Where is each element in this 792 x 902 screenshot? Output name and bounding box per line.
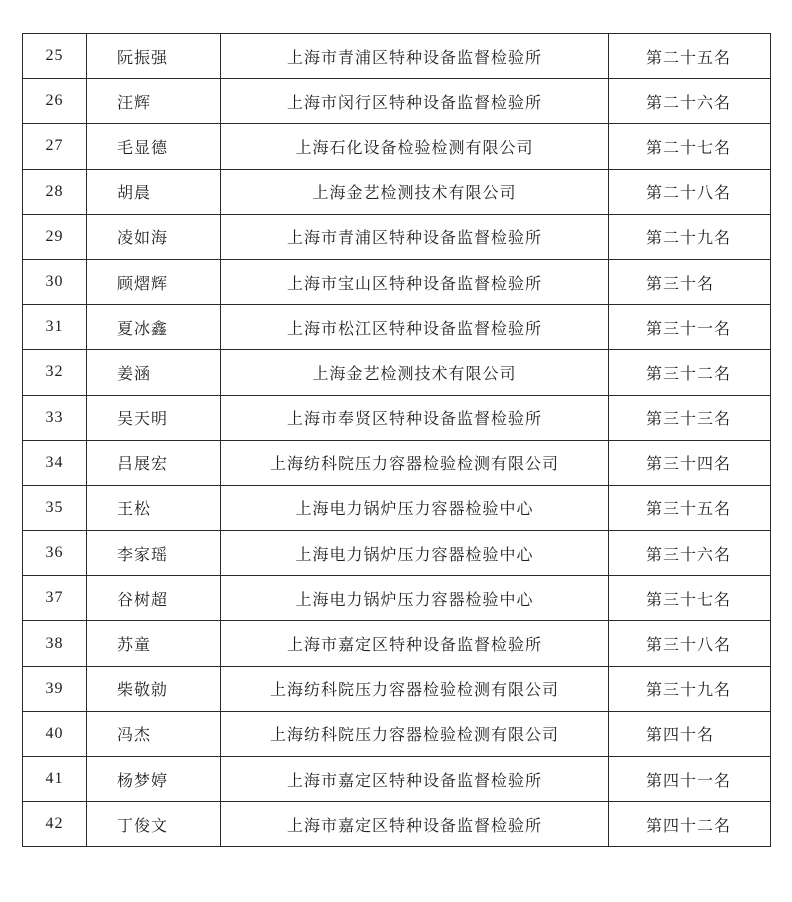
- table-row: [23, 350, 771, 395]
- row-number: 30: [23, 259, 87, 304]
- table-row: [23, 757, 771, 802]
- organization: 上海市宝山区特种设备监督检验所: [221, 259, 609, 304]
- ranking: 第二十八名: [609, 169, 771, 214]
- organization: 上海金艺检测技术有限公司: [221, 350, 609, 395]
- person-name: 丁俊文: [87, 802, 221, 847]
- row-number: 37: [23, 576, 87, 621]
- row-number: 29: [23, 214, 87, 259]
- table-row: [23, 485, 771, 530]
- person-name: 李家瑶: [87, 531, 221, 576]
- ranking: 第三十名: [609, 259, 771, 304]
- organization: 上海市嘉定区特种设备监督检验所: [221, 621, 609, 666]
- ranking: 第三十五名: [609, 485, 771, 530]
- person-name: 冯杰: [87, 711, 221, 756]
- table-row: [23, 34, 771, 79]
- row-number: 35: [23, 485, 87, 530]
- ranking: 第二十九名: [609, 214, 771, 259]
- table-row: [23, 666, 771, 711]
- row-number: 27: [23, 124, 87, 169]
- person-name: 苏童: [87, 621, 221, 666]
- organization: 上海市嘉定区特种设备监督检验所: [221, 757, 609, 802]
- person-name: 谷树超: [87, 576, 221, 621]
- organization: 上海电力锅炉压力容器检验中心: [221, 531, 609, 576]
- row-number: 28: [23, 169, 87, 214]
- ranking: 第三十二名: [609, 350, 771, 395]
- ranking: 第二十六名: [609, 79, 771, 124]
- organization: 上海市嘉定区特种设备监督检验所: [221, 802, 609, 847]
- person-name: 毛显德: [87, 124, 221, 169]
- person-name: 吕展宏: [87, 440, 221, 485]
- row-number: 32: [23, 350, 87, 395]
- table-row: [23, 621, 771, 666]
- table-row: [23, 802, 771, 847]
- row-number: 33: [23, 395, 87, 440]
- table-row: [23, 531, 771, 576]
- table-row: [23, 259, 771, 304]
- row-number: 41: [23, 757, 87, 802]
- row-number: 26: [23, 79, 87, 124]
- organization: 上海市青浦区特种设备监督检验所: [221, 214, 609, 259]
- organization: 上海纺科院压力容器检验检测有限公司: [221, 666, 609, 711]
- ranking: 第三十九名: [609, 666, 771, 711]
- person-name: 姜涵: [87, 350, 221, 395]
- person-name: 汪辉: [87, 79, 221, 124]
- person-name: 夏冰鑫: [87, 305, 221, 350]
- table-row: [23, 169, 771, 214]
- organization: 上海市奉贤区特种设备监督检验所: [221, 395, 609, 440]
- organization: 上海市青浦区特种设备监督检验所: [221, 34, 609, 79]
- organization: 上海纺科院压力容器检验检测有限公司: [221, 440, 609, 485]
- ranking: 第四十一名: [609, 757, 771, 802]
- row-number: 31: [23, 305, 87, 350]
- row-number: 40: [23, 711, 87, 756]
- ranking-table-body: [23, 34, 771, 847]
- ranking: 第三十三名: [609, 395, 771, 440]
- organization: 上海市松江区特种设备监督检验所: [221, 305, 609, 350]
- person-name: 胡晨: [87, 169, 221, 214]
- person-name: 顾熠辉: [87, 259, 221, 304]
- ranking: 第四十二名: [609, 802, 771, 847]
- table-row: [23, 79, 771, 124]
- ranking: 第三十七名: [609, 576, 771, 621]
- row-number: 38: [23, 621, 87, 666]
- ranking-table: [22, 33, 771, 847]
- ranking: 第二十七名: [609, 124, 771, 169]
- table-row: [23, 711, 771, 756]
- ranking: 第二十五名: [609, 34, 771, 79]
- person-name: 王松: [87, 485, 221, 530]
- row-number: 36: [23, 531, 87, 576]
- person-name: 柴敬勍: [87, 666, 221, 711]
- table-row: [23, 440, 771, 485]
- organization: 上海纺科院压力容器检验检测有限公司: [221, 711, 609, 756]
- person-name: 吴天明: [87, 395, 221, 440]
- organization: 上海电力锅炉压力容器检验中心: [221, 576, 609, 621]
- ranking: 第四十名: [609, 711, 771, 756]
- row-number: 25: [23, 34, 87, 79]
- table-row: [23, 305, 771, 350]
- table-row: [23, 395, 771, 440]
- ranking: 第三十一名: [609, 305, 771, 350]
- row-number: 42: [23, 802, 87, 847]
- person-name: 杨梦婷: [87, 757, 221, 802]
- table-row: [23, 576, 771, 621]
- table-row: [23, 124, 771, 169]
- row-number: 34: [23, 440, 87, 485]
- organization: 上海石化设备检验检测有限公司: [221, 124, 609, 169]
- organization: 上海金艺检测技术有限公司: [221, 169, 609, 214]
- organization: 上海市闵行区特种设备监督检验所: [221, 79, 609, 124]
- ranking: 第三十八名: [609, 621, 771, 666]
- table-row: [23, 214, 771, 259]
- row-number: 39: [23, 666, 87, 711]
- person-name: 阮振强: [87, 34, 221, 79]
- ranking: 第三十六名: [609, 531, 771, 576]
- person-name: 凌如海: [87, 214, 221, 259]
- ranking: 第三十四名: [609, 440, 771, 485]
- organization: 上海电力锅炉压力容器检验中心: [221, 485, 609, 530]
